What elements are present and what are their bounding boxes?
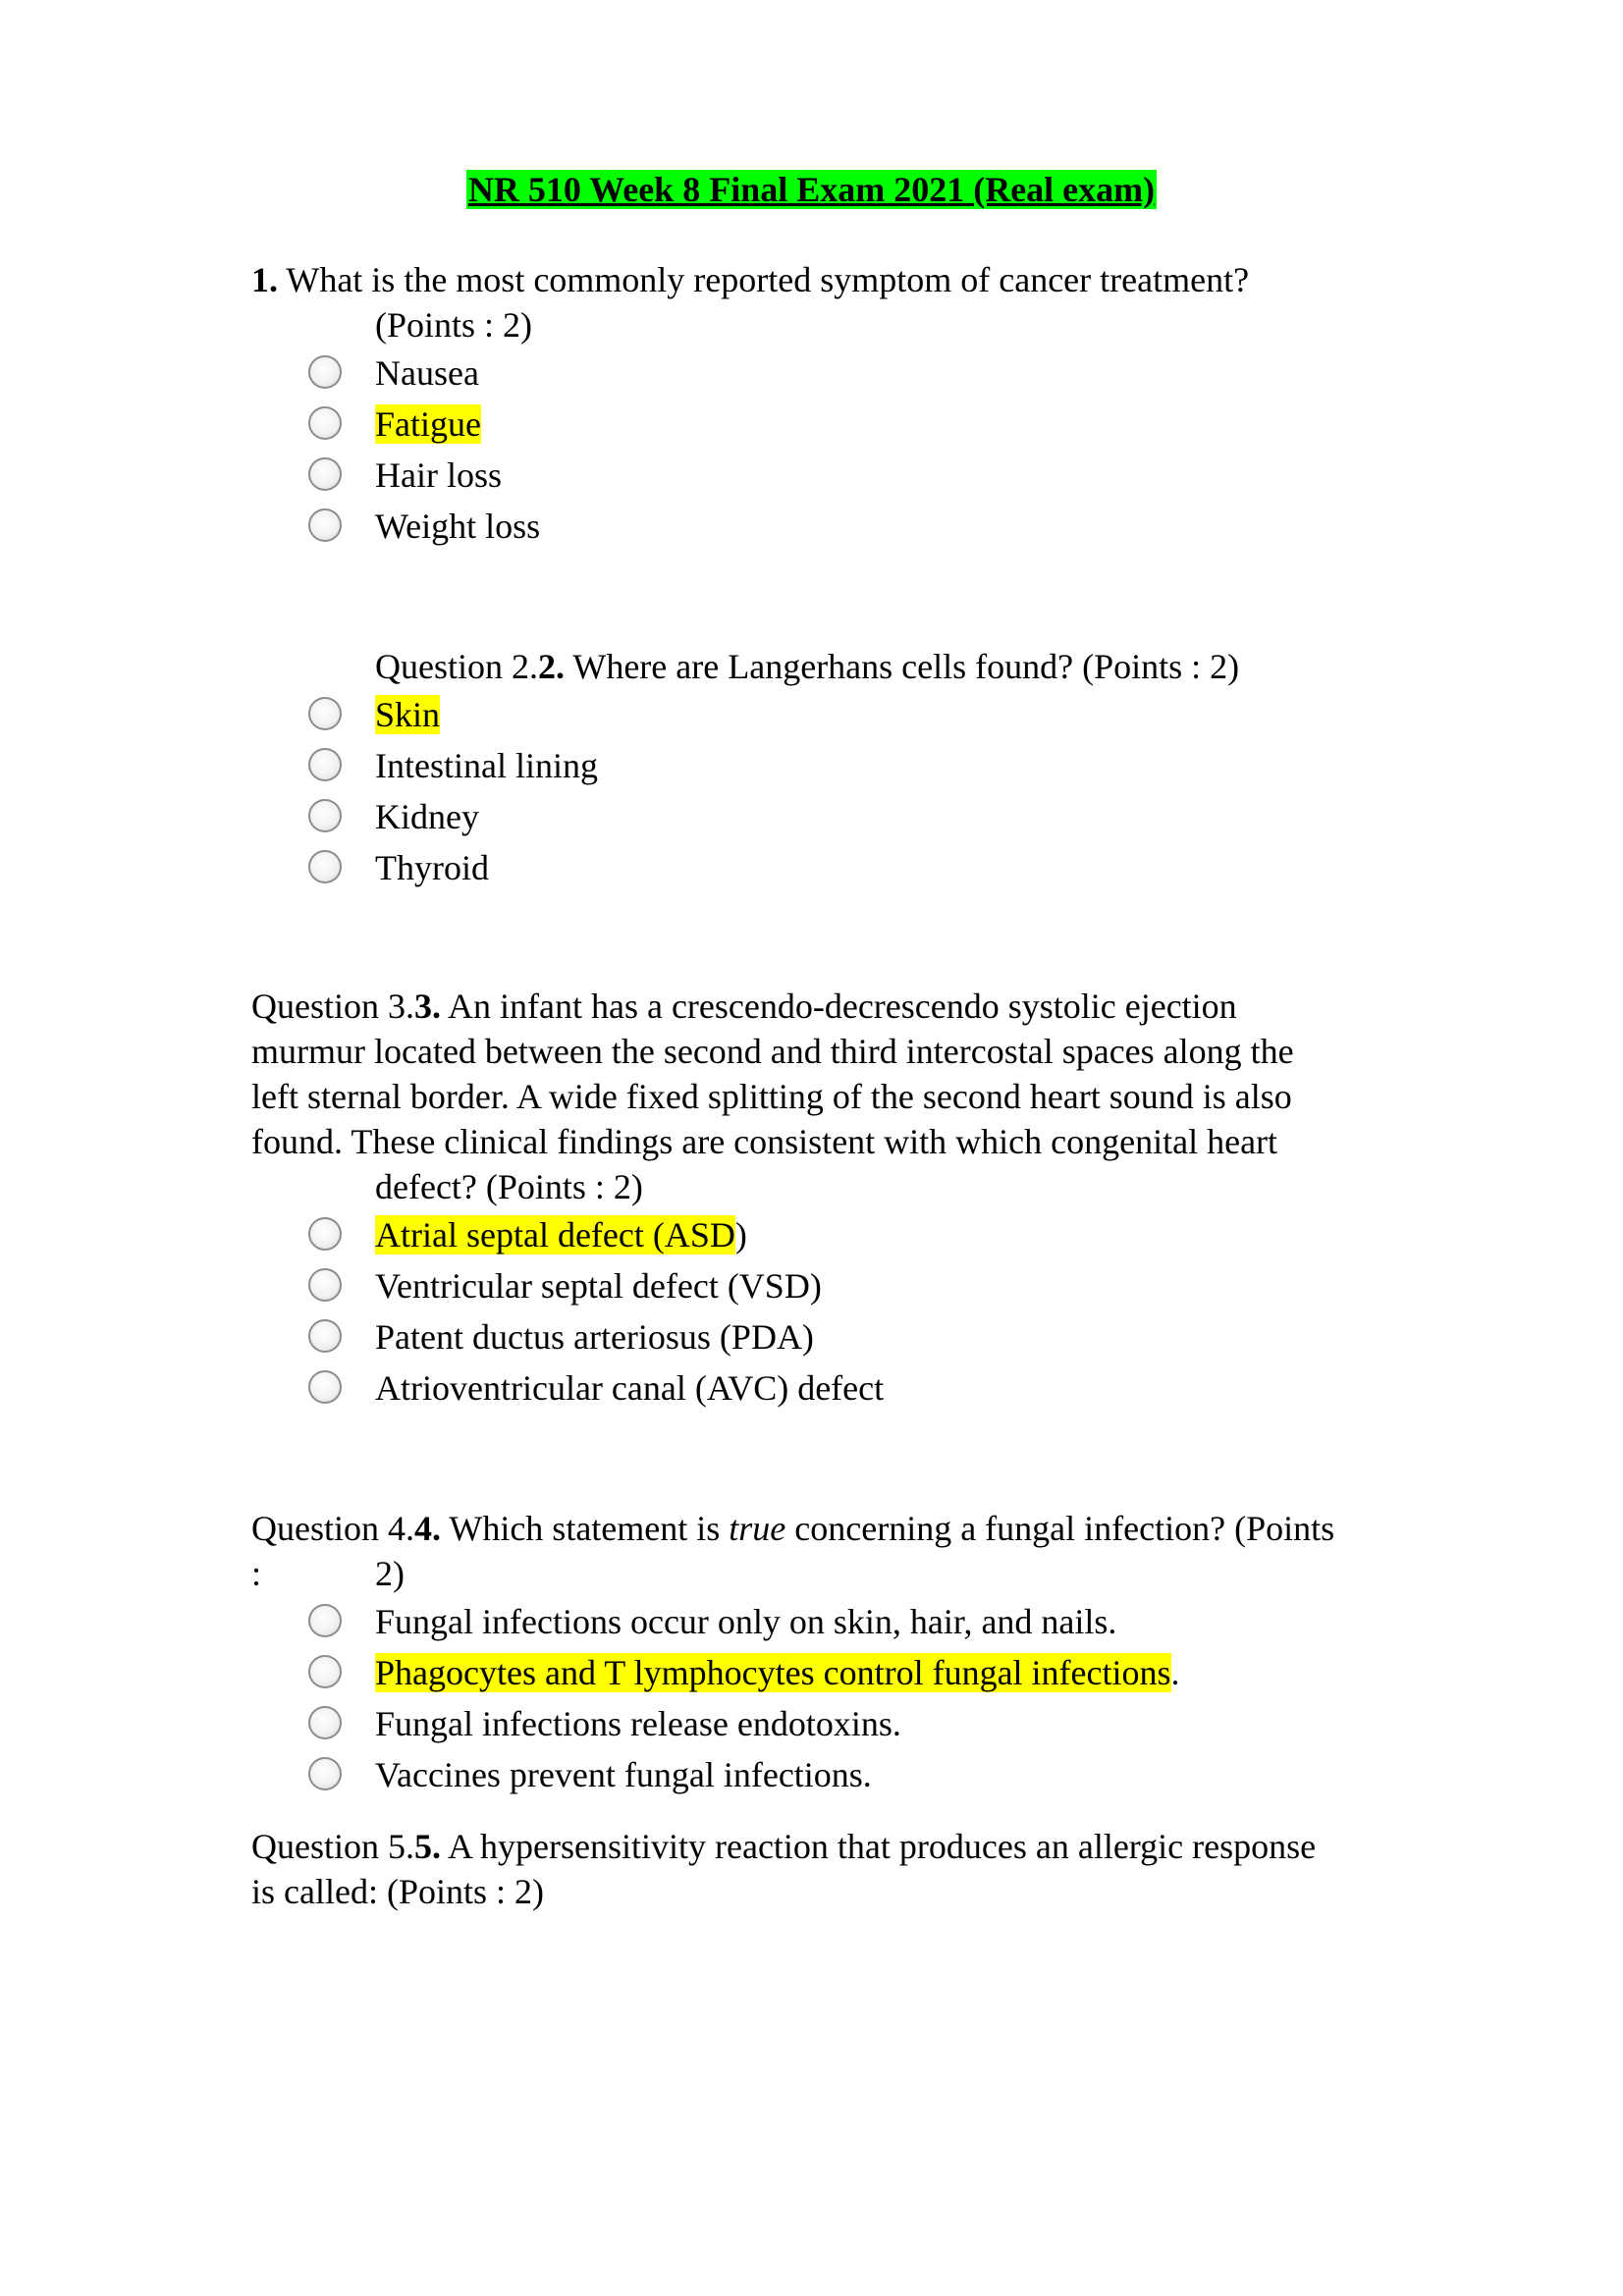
question-3-line: murmur located between the second and third intercostal spaces along the (251, 1032, 1294, 1071)
question-3-line: found. These clinical findings are consistent with which congenital heart (251, 1122, 1278, 1161)
radio-button-icon[interactable] (308, 1604, 342, 1637)
question-4-stem: Question 4.4. Which statement is true concerning a fungal infection? (Points (251, 1509, 1335, 1548)
option-3b[interactable]: Ventricular septal defect (VSD) (251, 1260, 1430, 1311)
question-3-stem: Question 3.3. An infant has a crescendo-decrescendo systolic ejection (251, 987, 1237, 1026)
radio-button-icon[interactable] (308, 457, 342, 491)
option-4b-suffix: . (1170, 1653, 1180, 1692)
radio-button-icon[interactable] (308, 1268, 342, 1302)
highlighted-answer: Atrial septal defect (ASD (375, 1215, 735, 1255)
option-4b[interactable] (251, 1647, 1430, 1698)
option-1a[interactable]: Nausea (251, 347, 1430, 399)
radio-button-icon[interactable] (308, 697, 342, 730)
highlighted-answer: Phagocytes and T lymphocytes control fungal infections (375, 1653, 1171, 1692)
option-2b[interactable]: Intestinal lining (251, 740, 1430, 791)
radio-button-icon[interactable] (308, 508, 342, 542)
question-4 (251, 1506, 1430, 1800)
radio-button-icon[interactable] (308, 355, 342, 389)
highlighted-answer: Fatigue (375, 404, 481, 444)
option-4a[interactable]: Fungal infections occur only on skin, hair, and nails. (251, 1596, 1430, 1647)
question-1-points: (Points : 2) (375, 305, 533, 345)
question-3-line: left sternal border. A wide fixed splitting of the second heart sound is also (251, 1077, 1292, 1116)
option-1c[interactable]: Hair loss (251, 450, 1430, 501)
question-2 (251, 644, 1430, 893)
option-2d[interactable]: Thyroid (251, 842, 1430, 893)
option-4d[interactable]: Vaccines prevent fungal infections. (251, 1749, 1430, 1800)
question-4-points: : 2) (251, 1554, 405, 1593)
question-5-line: is called: (Points : 2) (251, 1872, 544, 1911)
radio-button-icon[interactable] (308, 799, 342, 832)
option-2a[interactable] (251, 689, 1430, 740)
radio-button-icon[interactable] (308, 1319, 342, 1353)
option-3d[interactable]: Atrioventricular canal (AVC) defect (251, 1362, 1430, 1414)
question-5-stem: Question 5.5. A hypersensitivity reaction that produces an allergic response (251, 1827, 1317, 1866)
question-5 (251, 1824, 1430, 1914)
option-3a[interactable] (251, 1209, 1430, 1260)
radio-button-icon[interactable] (308, 850, 342, 883)
radio-button-icon[interactable] (308, 1655, 342, 1688)
question-3 (251, 984, 1430, 1414)
option-3c[interactable]: Patent ductus arteriosus (PDA) (251, 1311, 1430, 1362)
highlighted-answer: Skin (375, 695, 441, 734)
question-3-points: defect? (Points : 2) (375, 1167, 643, 1206)
question-2-stem: Question 2.2. Where are Langerhans cells found? (Points : 2) (375, 647, 1240, 686)
radio-button-icon[interactable] (308, 748, 342, 781)
question-1 (251, 257, 1430, 552)
option-1b[interactable] (251, 399, 1430, 450)
radio-button-icon[interactable] (308, 1370, 342, 1404)
option-2c[interactable]: Kidney (251, 791, 1430, 842)
radio-button-icon[interactable] (308, 1706, 342, 1739)
radio-button-icon[interactable] (308, 1217, 342, 1251)
option-1d[interactable]: Weight loss (251, 501, 1430, 552)
option-3a-suffix: ) (734, 1215, 747, 1255)
question-1-stem: 1. What is the most commonly reported symptom of cancer treatment? (251, 260, 1250, 299)
radio-button-icon[interactable] (308, 1757, 342, 1790)
radio-button-icon[interactable] (308, 406, 342, 440)
exam-title (0, 167, 1623, 212)
exam-title-text: NR 510 Week 8 Final Exam 2021 (Real exam) (467, 170, 1156, 209)
option-4c[interactable]: Fungal infections release endotoxins. (251, 1698, 1430, 1749)
